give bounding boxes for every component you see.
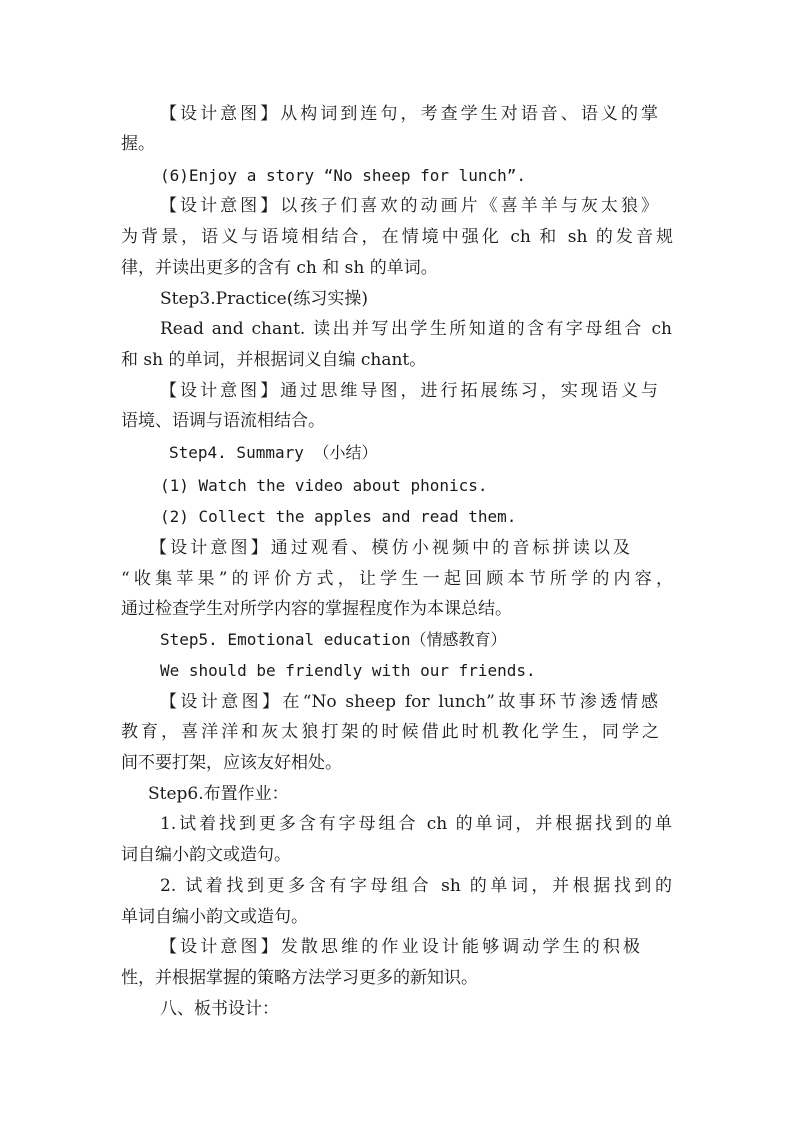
text-line: 和 sh 的单词，并根据词义自编 chant。 [121, 350, 427, 370]
text-line: (2) Collect the apples and read them. [160, 507, 517, 526]
text-line: 【设计意图】发散思维的作业设计能够调动学生的积极 [160, 937, 640, 957]
text-line: “收集苹果”的评价方式，让学生一起回顾本节所学的内容， [121, 569, 673, 589]
text-line: 通过检查学生对所学内容的掌握程度作为本课总结。 [121, 599, 512, 619]
text-line: We should be friendly with our friends. [160, 661, 536, 680]
text-line: 2. 试着找到更多含有字母组合 sh 的单词，并根据找到的 [160, 876, 672, 896]
text-line: 【设计意图】通过观看、模仿小视频中的音标拼读以及 [150, 538, 630, 558]
text-line: 【设计意图】通过思维导图，进行拓展练习，实现语义与 [160, 381, 658, 401]
text-line: 单词自编小韵文或造句。 [121, 907, 308, 927]
text-line: 性，并根据掌握的策略方法学习更多的新知识。 [121, 968, 478, 988]
text-line: 【设计意图】在“No sheep for lunch”故事环节渗透情感 [160, 692, 658, 712]
text-line: 词自编小韵文或造句。 [121, 845, 291, 865]
text-line: 律，并读出更多的含有 ch 和 sh 的单词。 [121, 258, 438, 278]
text-line: Step4. Summary （小结） [169, 443, 378, 462]
text-line: 语境、语调与语流相结合。 [121, 411, 325, 431]
text-line: Step5. Emotional education（情感教育） [160, 630, 507, 649]
section-heading: 八、板书设计： [160, 999, 279, 1019]
text-line: 教育，喜洋洋和灰太狼打架的时候借此时机教化学生，同学之 [121, 722, 659, 742]
text-line: Step6.布置作业： [148, 784, 289, 804]
text-line: Read and chant. 读出并写出学生所知道的含有字母组合 ch [160, 319, 672, 339]
text-line: 握。 [121, 134, 155, 154]
text-line: 为背景，语义与语境相结合，在情境中强化 ch 和 sh 的发音规 [121, 227, 673, 247]
text-line: Step3.Practice(练习实操) [160, 289, 368, 309]
text-line: (6)Enjoy a story “No sheep for lunch”. [160, 166, 527, 185]
text-line: 间不要打架，应该友好相处。 [121, 753, 342, 773]
text-line: 【设计意图】以孩子们喜欢的动画片《喜羊羊与灰太狼》 [160, 196, 658, 216]
text-line: 【设计意图】从构词到连句，考查学生对语音、语义的掌 [160, 104, 658, 124]
text-line: 1.试着找到更多含有字母组合 ch 的单词，并根据找到的单 [160, 814, 672, 834]
text-line: (1) Watch the video about phonics. [160, 476, 488, 495]
